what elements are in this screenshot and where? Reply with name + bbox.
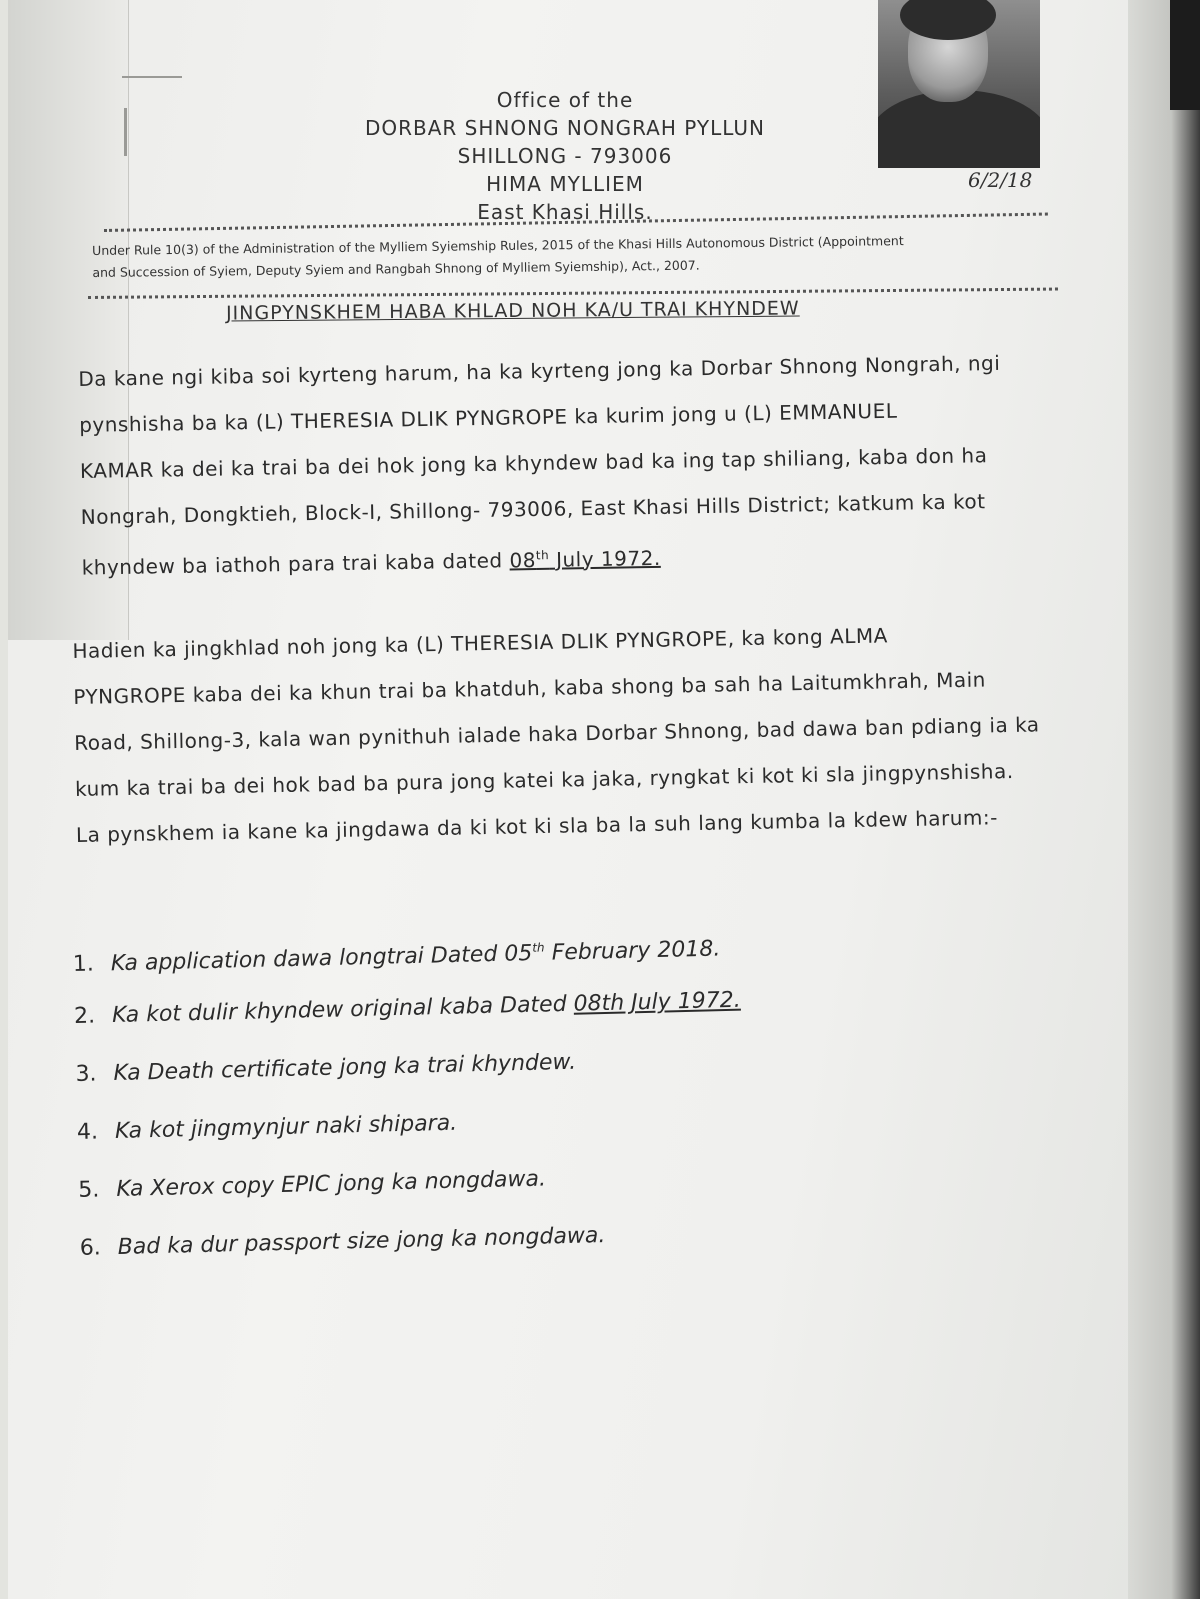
- list-item: 6. Bad ka dur passport size jong ka nongdawa.: [79, 1223, 606, 1261]
- para1-line-2: pynshisha ba ka (L) THERESIA DLIK PYNGROPE ka kurim jong u (L) EMMANUEL: [78, 398, 898, 437]
- margin-mark: [124, 108, 127, 156]
- para2-line-5: La pynskhem ia kane ka jingdawa da ki kot ki sla ba la suh lang kumba la kdew harum:-: [75, 805, 999, 847]
- deed-date: 08th July 1972.: [509, 545, 661, 573]
- para2-line-3: Road, Shillong-3, kala wan pynithuh ialade haka Dorbar Shnong, bad dawa ban pdiang ia ka: [73, 712, 1040, 755]
- rule-note-line-1: Under Rule 10(3) of the Administration of the Mylliem Syiemship Rules, 2015 of the Khasi Hills Autonomous District (Appointment: [92, 233, 904, 258]
- para1-line-1: Da kane ngi kiba soi kyrteng harum, ha ka kyrteng jong ka Dorbar Shnong Nongrah, ngi: [78, 350, 1001, 391]
- para2-line-4: kum ka trai ba dei hok bad ba pura jong katei ka jaka, ryngkat ki kot ki sla jingpynshisha.: [74, 758, 1014, 801]
- background-corner: [1170, 0, 1200, 110]
- header-line-1: Office of the: [496, 88, 634, 112]
- applicant-photo: [878, 0, 1040, 168]
- para1-line-3: KAMAR ka dei ka trai ba dei hok jong ka khyndew bad ka ing tap shiliang, kaba don ha: [79, 443, 988, 483]
- documents-list: [72, 908, 980, 1278]
- list-item: 1. Ka application dawa longtrai Dated 05th February 2018.: [72, 936, 721, 978]
- para1-line-5: khyndew ba iathoh para trai kaba dated 08th July 1972.: [81, 545, 661, 580]
- header-line-3: SHILLONG - 793006: [457, 144, 673, 168]
- paragraph-1: [78, 339, 1082, 591]
- list-item: 5. Ka Xerox copy EPIC jong ka nongdawa.: [78, 1166, 547, 1203]
- margin-mark: [122, 76, 182, 78]
- office-header: [330, 86, 800, 226]
- para2-line-2: PYNGROPE kaba dei ka khun trai ba khatduh, kaba shong ba sah ha Laitumkhrah, Main: [73, 667, 987, 709]
- para1-line-4: Nongrah, Dongktieh, Block-I, Shillong- 793006, East Khasi Hills District; katkum ka kot: [80, 489, 986, 529]
- document-subject: JINGPYNSKHEM HABA KHLAD NOH KA/U TRAI KHYNDEW: [225, 297, 800, 325]
- para2-line-1: Hadien ka jingkhlad noh jong ka (L) THERESIA DLIK PYNGROPE, ka kong ALMA: [72, 623, 889, 663]
- list-item: 2. Ka kot dulir khyndew original kaba Dated 08th July 1972.: [73, 987, 742, 1029]
- photo-date: 6/2/18: [968, 168, 1033, 192]
- list-item: 3. Ka Death certificate jong ka trai khyndew.: [75, 1049, 577, 1087]
- header-line-4: HIMA MYLLIEM: [486, 172, 644, 196]
- background-right: [1128, 0, 1200, 1599]
- header-line-5: East Khasi Hills.: [477, 200, 653, 224]
- paragraph-2: [72, 608, 1116, 858]
- list-item: 4. Ka kot jingmynjur naki shipara.: [76, 1110, 458, 1145]
- header-line-2: DORBAR SHNONG NONGRAH PYLLUN: [364, 116, 765, 140]
- rule-note-line-2: and Succession of Syiem, Deputy Syiem and Rangbah Shnong of Mylliem Syiemship), Act., 2007.: [92, 257, 700, 280]
